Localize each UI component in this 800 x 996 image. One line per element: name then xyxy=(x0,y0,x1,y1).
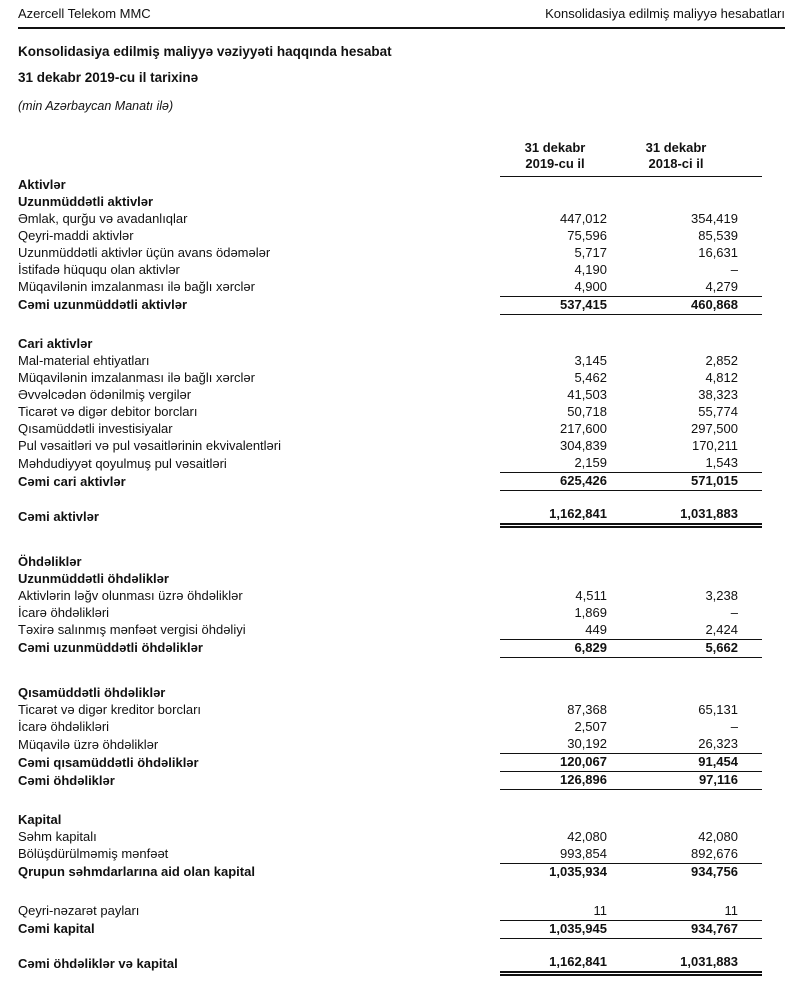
table-row xyxy=(18,881,762,921)
section-header-row xyxy=(18,571,762,588)
table-row xyxy=(18,211,762,228)
value-2018: 38,323 xyxy=(698,387,738,402)
table-row xyxy=(18,736,762,754)
table-row xyxy=(18,622,762,640)
value-2019 xyxy=(500,657,610,702)
table-row xyxy=(18,387,762,404)
row-label: Bölüşdürülməmiş mənfəət xyxy=(18,846,169,861)
row-label: Cəmi qısamüddətli öhdəliklər xyxy=(18,754,199,770)
section-header-row xyxy=(18,314,762,353)
row-label: Uzunmüddətli aktivlər xyxy=(18,193,154,209)
table-row xyxy=(18,863,762,881)
column-header-2018 xyxy=(610,140,762,177)
value-2019: 50,718 xyxy=(567,404,607,419)
row-label: Qısamüddətli investisiyalar xyxy=(18,421,173,436)
table-row xyxy=(18,438,762,455)
value-2019: 4,190 xyxy=(574,261,607,277)
value-2019: 5,462 xyxy=(574,370,607,385)
value-2019: 993,854 xyxy=(500,846,610,864)
value-2018: 2,424 xyxy=(610,622,762,640)
table-row xyxy=(18,404,762,421)
value-2019: 1,162,841 xyxy=(500,491,610,526)
table-row xyxy=(18,370,762,387)
table-row xyxy=(18,279,762,297)
value-2019: 6,829 xyxy=(500,639,610,657)
label-column-header xyxy=(18,140,500,177)
value-2019: 1,035,934 xyxy=(549,863,607,879)
table-row xyxy=(18,296,762,314)
row-label: Cəmi cari aktivlər xyxy=(18,473,126,489)
balance-sheet-table xyxy=(18,140,762,976)
row-label: Cəmi öhdəliklər və kapital xyxy=(18,956,178,971)
value-2019: 1,035,945 xyxy=(500,920,610,938)
value-2018: 5,662 xyxy=(610,639,762,657)
value-2018: 91,454 xyxy=(610,754,762,772)
value-2019: 625,426 xyxy=(500,473,610,491)
row-label: Əvvəlcədən ödənilmiş vergilər xyxy=(18,387,192,402)
row-label: Cəmi aktivlər xyxy=(18,508,99,524)
table-row xyxy=(18,920,762,938)
value-2018: – xyxy=(730,261,738,277)
report-type: Konsolidasiya edilmiş maliyyə hesabatları xyxy=(545,6,785,21)
section-header-row xyxy=(18,194,762,211)
value-2018: 2,852 xyxy=(705,353,738,368)
row-label: Pul vəsaitləri və pul vəsaitlərinin ekvivalentləri xyxy=(18,438,282,453)
value-2018: 170,211 xyxy=(691,438,738,453)
value-2019: 5,717 xyxy=(574,244,607,260)
row-label: Ticarət və digər kreditor borcları xyxy=(18,702,202,717)
table-row xyxy=(18,772,762,790)
value-2019 xyxy=(500,314,610,353)
column-header-2019-line2: 2019-cu il xyxy=(525,156,585,171)
value-2019 xyxy=(500,526,610,571)
value-2018: 892,676 xyxy=(610,846,762,864)
value-2019: 11 xyxy=(500,881,610,921)
table-row xyxy=(18,702,762,719)
row-label: Cəmi uzunmüddətli aktivlər xyxy=(18,297,188,312)
value-2018: 297,500 xyxy=(691,421,738,436)
value-2018: 934,756 xyxy=(691,863,738,879)
value-2019: 126,896 xyxy=(500,772,610,790)
value-2019: 1,869 xyxy=(574,604,607,620)
value-2019 xyxy=(500,194,610,211)
value-2019: 42,080 xyxy=(567,828,607,844)
table-body xyxy=(18,177,762,974)
value-2019 xyxy=(500,571,610,588)
value-2019: 447,012 xyxy=(560,210,607,226)
value-2018: 85,539 xyxy=(698,227,738,243)
row-label: Aktivlərin ləğv olunması üzrə öhdəliklər xyxy=(18,587,243,603)
column-header-2018-line1: 31 dekabr xyxy=(645,140,707,155)
value-2018 xyxy=(610,314,762,353)
section-header-row xyxy=(18,790,762,829)
value-2018 xyxy=(610,177,762,194)
table-row xyxy=(18,754,762,772)
table-row xyxy=(18,846,762,864)
value-2019: 2,159 xyxy=(500,455,610,473)
section-header-row xyxy=(18,657,762,702)
currency-note: (min Azərbaycan Manatı ilə) xyxy=(18,99,174,113)
value-2018: 11 xyxy=(610,881,762,921)
column-header-2018-line2: 2018-ci il xyxy=(648,156,704,171)
table-row xyxy=(18,491,762,526)
value-2018: 55,774 xyxy=(698,404,738,419)
value-2018: 354,419 xyxy=(691,210,738,226)
value-2018: 26,323 xyxy=(610,736,762,754)
value-2018: 1,543 xyxy=(610,455,762,473)
value-2018: 42,080 xyxy=(698,828,738,844)
value-2019: 217,600 xyxy=(560,421,607,436)
column-header-row xyxy=(18,140,762,177)
row-label: Uzunmüddətli aktivlər üçün avans ödəmələr xyxy=(18,244,271,260)
table-row xyxy=(18,829,762,846)
table-row xyxy=(18,719,762,736)
value-2019: 30,192 xyxy=(500,736,610,754)
value-2018: 934,767 xyxy=(610,920,762,938)
value-2018: 1,031,883 xyxy=(610,938,762,973)
row-label: Cəmi uzunmüddətli öhdəliklər xyxy=(18,640,203,655)
row-label: İcarə öhdəlikləri xyxy=(18,604,110,620)
table-row xyxy=(18,421,762,438)
value-2019: 449 xyxy=(500,622,610,640)
table-row xyxy=(18,455,762,473)
row-label: Cari aktivlər xyxy=(18,336,93,351)
row-label: Uzunmüddətli öhdəliklər xyxy=(18,570,169,586)
value-2019: 3,145 xyxy=(574,353,607,368)
table-row xyxy=(18,228,762,245)
row-label: Müqavilənin imzalanması ilə bağlı xərclər xyxy=(18,279,255,294)
table-row xyxy=(18,353,762,370)
value-2018: – xyxy=(730,719,738,734)
row-label: Səhm kapitalı xyxy=(18,828,97,844)
table-row xyxy=(18,245,762,262)
value-2018: 97,116 xyxy=(610,772,762,790)
value-2018: 571,015 xyxy=(610,473,762,491)
table-row xyxy=(18,639,762,657)
statement-date: 31 dekabr 2019-cu il tarixinə xyxy=(18,70,199,85)
row-label: Mal-material ehtiyatları xyxy=(18,353,150,368)
row-label: Qeyri-nəzarət payları xyxy=(18,903,140,918)
company-name: Azercell Telekom MMC xyxy=(18,6,151,21)
section-header-row xyxy=(18,526,762,571)
value-2019: 1,162,841 xyxy=(500,938,610,973)
value-2019 xyxy=(500,177,610,194)
value-2018 xyxy=(610,790,762,829)
value-2018: – xyxy=(730,604,738,620)
row-label: Ticarət və digər debitor borcları xyxy=(18,404,198,419)
value-2018: 1,031,883 xyxy=(610,491,762,526)
row-label: Aktivlər xyxy=(18,176,66,192)
value-2019: 4,900 xyxy=(500,279,610,297)
value-2018: 65,131 xyxy=(698,702,738,717)
row-label: Qeyri-maddi aktivlər xyxy=(18,227,134,243)
value-2018: 4,812 xyxy=(705,370,738,385)
statement-title: Konsolidasiya edilmiş maliyyə vəziyyəti haqqında hesabat xyxy=(18,44,392,59)
value-2019: 120,067 xyxy=(500,754,610,772)
column-header-2019 xyxy=(500,140,610,177)
row-label: Əmlak, qurğu və avadanlıqlar xyxy=(18,210,188,226)
row-label: İcarə öhdəlikləri xyxy=(18,719,110,734)
row-label: Kapital xyxy=(18,811,62,827)
value-2018: 4,279 xyxy=(610,279,762,297)
row-label: Qrupun səhmdarlarına aid olan kapital xyxy=(18,863,255,879)
row-label: Öhdəliklər xyxy=(18,553,82,569)
row-label: Müqavilə üzrə öhdəliklər xyxy=(18,736,159,752)
value-2019 xyxy=(500,790,610,829)
row-label: Cəmi kapital xyxy=(18,921,95,936)
table-row xyxy=(18,588,762,605)
row-label: Qısamüddətli öhdəliklər xyxy=(18,685,166,700)
value-2018 xyxy=(610,526,762,571)
table-row xyxy=(18,473,762,491)
value-2019: 75,596 xyxy=(567,227,607,243)
row-label: Müqavilənin imzalanması ilə bağlı xərclər xyxy=(18,370,255,385)
value-2018: 3,238 xyxy=(705,587,738,603)
value-2019: 4,511 xyxy=(575,587,607,603)
row-label: Təxirə salınmış mənfəət vergisi öhdəliyi xyxy=(18,622,246,637)
row-label: Cəmi öhdəliklər xyxy=(18,772,115,788)
value-2018 xyxy=(610,657,762,702)
table-row xyxy=(18,262,762,279)
value-2019: 304,839 xyxy=(560,438,607,453)
table-row xyxy=(18,938,762,973)
table-row xyxy=(18,605,762,622)
row-label: Məhdudiyyət qoyulmuş pul vəsaitləri xyxy=(18,455,227,471)
row-label: İstifadə hüququ olan aktivlər xyxy=(18,261,180,277)
value-2018 xyxy=(610,194,762,211)
column-header-2019-line1: 31 dekabr xyxy=(524,140,586,155)
page-header xyxy=(18,6,785,29)
value-2019: 2,507 xyxy=(574,719,607,734)
value-2018: 16,631 xyxy=(698,244,738,260)
value-2019: 41,503 xyxy=(567,387,607,402)
section-header-row xyxy=(18,177,762,194)
value-2018 xyxy=(610,571,762,588)
value-2018: 460,868 xyxy=(610,296,762,314)
value-2019: 87,368 xyxy=(567,702,607,717)
value-2019: 537,415 xyxy=(500,296,610,314)
